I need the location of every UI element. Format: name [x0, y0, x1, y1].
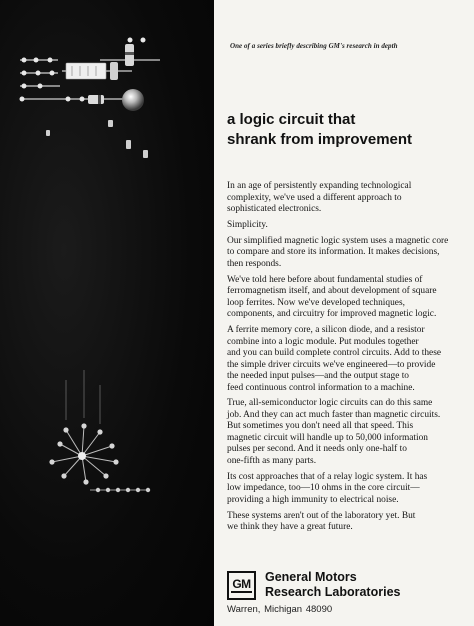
body-line: job. And they can act much faster than magnetic circuits. [227, 409, 441, 420]
body-line: Our simplified magnetic logic system uses a magnetic core [227, 235, 449, 246]
body-paragraph [227, 220, 464, 232]
organization-name [265, 570, 400, 600]
body-line: to compare and store its information. It makes decisions, [227, 247, 440, 258]
body-line: feed continuous control information to a machine. [227, 382, 415, 393]
body-line: combine into a logic module. Put modules together [227, 336, 419, 347]
body-line: low impedance, too—10 ohms in the core circuit— [227, 483, 420, 494]
body-line: we think they have a great future. [227, 522, 353, 533]
body-line: Simplicity. [227, 219, 268, 230]
body-line: the needed input pulses—and the output stage to [227, 371, 409, 382]
gm-logo-mark [227, 571, 256, 600]
circuit-illustration [0, 0, 214, 626]
body-line: one-fifth as many parts. [227, 455, 317, 466]
body-line: pulses per second. And it needs only one-half to [227, 444, 407, 455]
body-line: But sometimes you don't need all that speed. This [227, 421, 414, 432]
headline [227, 110, 467, 150]
body-line: and you can build complete control circuits. Add to these [227, 348, 442, 359]
gm-research-logo [227, 569, 467, 621]
body-paragraph [227, 325, 464, 394]
body-line: providing a high immunity to electrical noise. [227, 494, 399, 505]
body-paragraph [227, 275, 464, 321]
gm-logo-text: GM [232, 577, 251, 591]
body-line: These systems aren't out of the laboratory yet. But [227, 510, 416, 521]
body-line: then responds. [227, 258, 282, 269]
body-paragraph [227, 398, 464, 467]
body-paragraph [227, 472, 464, 507]
body-line: loop ferrites. Now we've developed techniques, [227, 297, 405, 308]
body-line: A ferrite memory core, a silicon diode, and a resistor [227, 325, 425, 336]
body-copy [227, 181, 464, 538]
body-line: magnetic circuit will handle up to 50,000 information [227, 432, 428, 443]
body-line: the simple driver circuits we've engineered—to provide [227, 359, 436, 370]
body-paragraph [227, 511, 464, 534]
address: Warren, Michigan 48090 [227, 604, 333, 615]
org-line-2: Research Laboratories [265, 585, 401, 599]
body-line: ferromagnetism itself, and about development of square [227, 286, 437, 297]
body-line: True, all-semiconductor logic circuits can do this same [227, 398, 433, 409]
headline-line-2: shrank from improvement [227, 131, 413, 148]
org-line-1: General Motors [265, 570, 357, 584]
ad-text-page [214, 0, 474, 626]
circuit-photo [0, 0, 214, 626]
body-paragraph [227, 181, 464, 216]
body-line: We've told here before about fundamental studies of [227, 274, 423, 285]
body-line: components, and circuitry for improved magnetic logic. [227, 309, 437, 320]
body-line: sophisticated electronics. [227, 204, 322, 214]
body-line: In an age of persistently expanding technological [227, 181, 412, 191]
series-tagline: One of a series briefly describing GM's research in depth [230, 42, 398, 50]
body-paragraph [227, 236, 464, 271]
headline-line-1: a logic circuit that [227, 111, 356, 128]
body-line: complexity, we've used a different approach to [227, 192, 402, 203]
body-line: Its cost approaches that of a relay logic system. It has [227, 471, 428, 482]
